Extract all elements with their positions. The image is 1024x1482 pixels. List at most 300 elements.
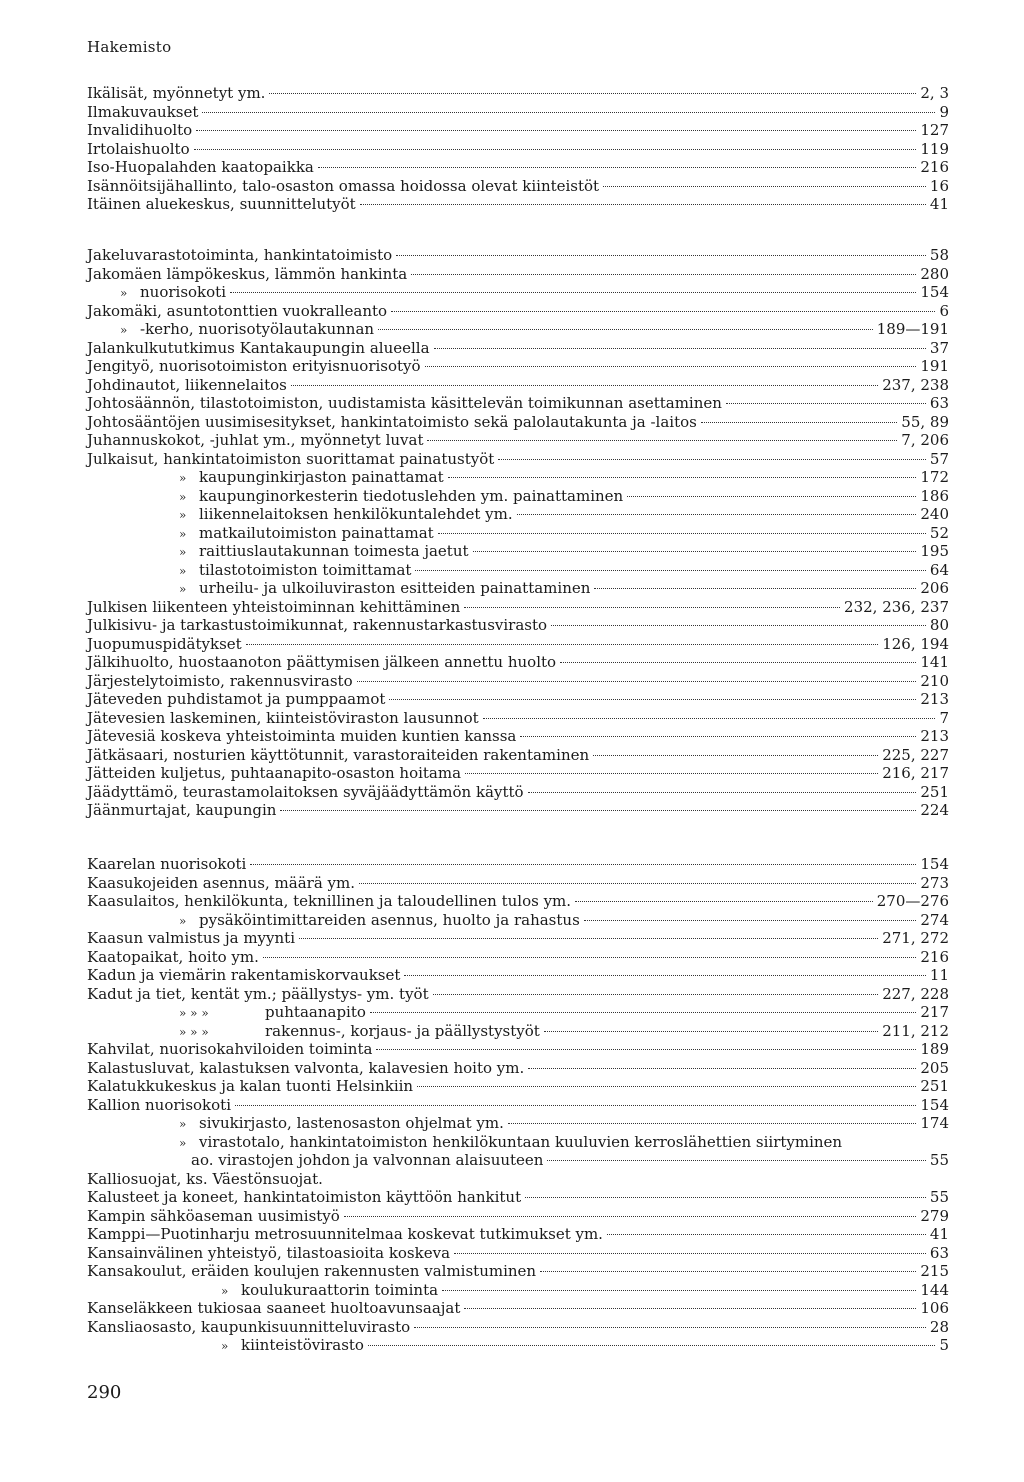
entry-pages: 251 (920, 1077, 949, 1095)
entry-label (87, 121, 192, 140)
index-entry (87, 376, 949, 395)
entry-label (87, 450, 494, 469)
entry-text: Jälkihuolto, huostaanoton päättymisen jälkeen annettu huolto (87, 653, 557, 671)
entry-pages: 64 (929, 560, 949, 579)
entry-pages: 154 (920, 283, 949, 301)
dot-leader (357, 681, 917, 682)
index-entry (87, 357, 949, 376)
page-number: 290 (87, 1382, 122, 1403)
entry-pages: 7, 206 (901, 431, 949, 449)
index-entry (87, 764, 949, 783)
entry-text: puhtaanapito (265, 1003, 366, 1021)
entry-pages: 213 (920, 727, 949, 745)
entry-text: Johtosäännön, tilastotoimiston, uudistamista käsittelevän toimikunnan asettaminen (87, 394, 722, 412)
dot-leader (202, 112, 935, 113)
dot-leader (427, 440, 897, 441)
entry-text: Kalusteet ja koneet, hankintatoimiston käyttöön hankitut (87, 1188, 522, 1206)
index-entry (87, 948, 949, 967)
entry-pages: 28 (929, 1317, 949, 1336)
entry-pages: 216 (920, 947, 949, 966)
dot-leader (726, 403, 926, 404)
entry-label (87, 598, 460, 617)
index-entry (87, 431, 949, 450)
index-entry (87, 1133, 949, 1152)
entry-text: Iso-Huopalahden kaatopaikka (87, 158, 314, 176)
entry-pages: 274 (920, 910, 949, 929)
entry-text: Kaasun valmistus ja myynti (87, 929, 295, 947)
entry-label (87, 265, 407, 284)
index-entry (87, 394, 949, 413)
entry-label (87, 892, 571, 911)
entry-pages: 57 (929, 449, 949, 468)
entry-text: Kamppi—Puotinharju metrosuunnitelmaa koskevat tutkimukset ym. (87, 1225, 603, 1243)
dot-leader (547, 1160, 925, 1161)
dot-leader (464, 1308, 916, 1309)
dot-leader (454, 1253, 926, 1254)
entry-text: Kanseläkkeen tukiosaa saaneet huoltoavunsaajat (87, 1299, 461, 1317)
index-entry (87, 1318, 949, 1337)
entry-text: Jätkäsaari, nosturien käyttötunnit, varastoraiteiden rakentaminen (87, 745, 590, 764)
index-entry (87, 690, 949, 709)
entry-pages: 215 (920, 1262, 949, 1280)
entry-label (87, 948, 259, 967)
entry-text: urheilu- ja ulkoiluviraston esitteiden painattaminen (199, 579, 591, 597)
entry-pages: 251 (920, 782, 949, 801)
dot-leader (411, 274, 916, 275)
dot-leader (525, 1197, 926, 1198)
entry-label (179, 1133, 842, 1153)
entry-text: Kaasulaitos, henkilökunta, teknillinen ja taloudellinen tulos ym. (87, 892, 572, 910)
entry-label (120, 283, 226, 303)
index-entry (87, 524, 949, 543)
index-entry (87, 855, 949, 874)
entry-text: Itäinen aluekeskus, suunnittelutyöt (87, 195, 356, 213)
entry-label (87, 985, 429, 1004)
entry-label (87, 1096, 231, 1115)
index-entry (87, 746, 949, 765)
entry-label (87, 1244, 450, 1263)
entry-pages: 127 (920, 121, 949, 139)
entry-pages: 225, 227 (882, 745, 949, 764)
entry-pages: 237, 238 (882, 375, 949, 394)
ditto-mark: » (120, 323, 128, 337)
dot-leader (235, 1105, 916, 1106)
index-entry (87, 413, 949, 432)
ditto-mark: » (179, 1117, 187, 1131)
entry-pages: 240 (920, 505, 949, 523)
entry-text: rakennus-, korjaus- ja päällystystyöt (265, 1021, 540, 1040)
entry-pages: 224 (920, 801, 949, 819)
index-entry (87, 450, 949, 469)
entry-pages: 7 (939, 708, 949, 727)
dot-leader (498, 459, 926, 460)
entry-text: virastotalo, hankintatoimiston henkilökuntaan kuuluvien kerroslähettien siirtyminen (199, 1132, 843, 1151)
index-entry (87, 1225, 949, 1244)
entry-label (87, 431, 423, 450)
dot-leader (575, 901, 873, 902)
dot-leader (396, 255, 926, 256)
entry-label (87, 140, 190, 159)
dot-leader (230, 292, 916, 293)
index-entry (87, 103, 949, 122)
entry-label (179, 524, 434, 544)
index-entry (87, 929, 949, 948)
entry-pages: 16 (929, 176, 949, 195)
entry-text: Jakomäen lämpökeskus, lämmön hankinta (87, 264, 408, 283)
index-section-j (87, 246, 949, 820)
entry-pages: 63 (929, 394, 949, 412)
entry-label (87, 302, 387, 321)
index-section-i (87, 84, 949, 214)
entry-text: Kansainvälinen yhteistyö, tilastoasioita koskeva (87, 1243, 451, 1262)
entry-text: Isännöitsijähallinto, talo-osaston omassa hoidossa olevat kiinteistöt (87, 176, 600, 195)
entry-pages: 174 (920, 1114, 949, 1132)
index-entry (87, 1207, 949, 1226)
index-entry (87, 195, 949, 214)
index-entry (87, 1188, 949, 1207)
entry-pages: 55, 89 (901, 412, 949, 431)
entry-text: Kaasukojeiden asennus, määrä ym. (87, 873, 355, 892)
dot-leader (344, 1216, 917, 1217)
index-entry (87, 1096, 949, 1115)
entry-pages: 195 (920, 542, 949, 560)
index-entry (87, 892, 949, 911)
index-entry (87, 505, 949, 524)
entry-pages: 211, 212 (882, 1021, 949, 1040)
entry-label (179, 542, 469, 562)
index-entry (87, 1114, 949, 1133)
entry-pages: 80 (929, 616, 949, 634)
entry-text: nuorisokoti (140, 283, 226, 301)
dot-leader (280, 810, 916, 811)
index-entry (87, 709, 949, 728)
entry-text: Johdinautot, liikennelaitos (87, 375, 287, 394)
index-entry (87, 653, 949, 672)
dot-leader (291, 385, 878, 386)
index-entry (87, 598, 949, 617)
entry-text: Jäädyttämö, teurastamolaitoksen syväjäädyttämön käyttö (87, 782, 524, 801)
entry-text: ao. virastojen johdon ja valvonnan alaisuuteen (191, 1151, 544, 1169)
entry-text: Jakeluvarastotoiminta, hankintatoimisto (87, 246, 393, 264)
dot-leader (359, 883, 916, 884)
entry-pages: 37 (929, 338, 949, 357)
dot-leader (360, 204, 926, 205)
ditto-mark: » (179, 545, 187, 559)
dot-leader (434, 348, 926, 349)
ditto-mark: » (221, 1339, 229, 1353)
entry-label (87, 616, 547, 635)
entry-label (87, 783, 524, 802)
entry-label (87, 966, 400, 985)
dot-leader (425, 366, 917, 367)
index-entry (87, 1077, 949, 1096)
entry-text: matkailutoimiston painattamat (199, 523, 434, 542)
dot-leader (594, 588, 916, 589)
dot-leader (540, 1271, 916, 1272)
entry-pages: 52 (929, 523, 949, 542)
dot-leader (701, 422, 897, 423)
entry-text: liikennelaitoksen henkilökuntalehdet ym. (199, 505, 513, 523)
dot-leader (376, 1049, 916, 1050)
entry-text: Järjestelytoimisto, rakennusvirasto (87, 671, 353, 690)
index-entry (87, 302, 949, 321)
entry-label (87, 1299, 460, 1318)
entry-label (87, 1170, 323, 1189)
index-entry (87, 616, 949, 635)
dot-leader (250, 864, 916, 865)
entry-pages: 189—191 (876, 320, 949, 338)
page-header: Hakemisto (87, 38, 172, 56)
entry-pages: 126, 194 (882, 634, 949, 653)
entry-pages: 189 (920, 1040, 949, 1058)
entry-text: Jätevesien laskeminen, kiinteistöviraston lausunnot (87, 708, 479, 727)
ditto-mark: » (179, 508, 187, 522)
entry-label (179, 1022, 540, 1042)
dot-leader (448, 477, 917, 478)
dot-leader (508, 1123, 916, 1124)
index-entry (87, 283, 949, 302)
entry-pages: 5 (939, 1336, 949, 1354)
entry-label (179, 505, 513, 525)
entry-pages: 119 (920, 139, 949, 158)
entry-label (87, 1262, 536, 1281)
dot-leader (433, 994, 879, 995)
dot-leader (520, 736, 916, 737)
entry-text: Jätevesiä koskeva yhteistoiminta muiden kuntien kanssa (87, 727, 517, 745)
dot-leader (544, 1031, 878, 1032)
entry-pages: 2, 3 (920, 84, 949, 102)
dot-leader (389, 699, 916, 700)
index-entry (87, 1336, 949, 1355)
ditto-mark: » (179, 471, 187, 485)
index-entry (87, 177, 949, 196)
entry-label (179, 1003, 366, 1023)
entry-label (87, 195, 356, 214)
index-entry (87, 1003, 949, 1022)
entry-label (120, 320, 374, 340)
entry-label (87, 376, 287, 395)
entry-label (191, 1151, 543, 1170)
entry-label (179, 561, 411, 581)
entry-pages: 210 (920, 671, 949, 690)
entry-pages: 227, 228 (882, 984, 949, 1003)
entry-label (179, 468, 444, 488)
entry-pages: 41 (929, 195, 949, 213)
index-entry (87, 158, 949, 177)
entry-label (87, 1059, 524, 1078)
entry-label (179, 487, 623, 507)
entry-text: tilastotoimiston toimittamat (199, 560, 412, 579)
entry-text: Kalastusluvat, kalastuksen valvonta, kalavesien hoito ym. (87, 1058, 525, 1077)
entry-text: Julkisivu- ja tarkastustoimikunnat, rakennustarkastusvirasto (87, 616, 548, 634)
index-entry (87, 1244, 949, 1263)
entry-label (87, 746, 589, 765)
index-entry (87, 320, 949, 339)
dot-leader (391, 311, 935, 312)
dot-leader (438, 533, 926, 534)
entry-pages: 186 (920, 486, 949, 505)
entry-text: Jengityö, nuorisotoimiston erityisnuorisotyö (87, 357, 421, 375)
entry-pages: 217 (920, 1003, 949, 1021)
index-entry (87, 635, 949, 654)
index-entry (87, 1059, 949, 1078)
index-entry (87, 579, 949, 598)
entry-text: Kadut ja tiet, kentät ym.; päällystys- ym. työt (87, 984, 429, 1003)
entry-label (87, 929, 295, 948)
index-entry (87, 727, 949, 746)
dot-leader (442, 1290, 916, 1291)
entry-pages: 280 (920, 264, 949, 283)
dot-leader (246, 644, 879, 645)
entry-label (221, 1281, 438, 1301)
index-entry (87, 246, 949, 265)
index-entry (87, 1262, 949, 1281)
entry-text: Kansakoulut, eräiden koulujen rakennusten valmistuminen (87, 1262, 537, 1280)
dot-leader (263, 957, 916, 958)
index-entry (87, 140, 949, 159)
entry-label (87, 1188, 521, 1207)
entry-pages: 191 (920, 357, 949, 375)
entry-text: Julkaisut, hankintatoimiston suorittamat painatustyöt (87, 449, 495, 468)
ditto-mark: » (120, 286, 128, 300)
entry-label (87, 709, 479, 728)
ditto-mark: » » » (179, 1006, 209, 1020)
index-entry (87, 801, 949, 820)
dot-leader (465, 773, 878, 774)
entry-label (87, 339, 430, 358)
entry-text: Ikälisät, myönnetyt ym. (87, 84, 266, 102)
ditto-mark: » (179, 526, 187, 541)
index-entry (87, 487, 949, 506)
entry-text: Jäteveden puhdistamot ja pumppaamot (87, 690, 386, 708)
entry-pages: 213 (920, 690, 949, 708)
entry-label (87, 103, 198, 122)
entry-label (87, 246, 392, 265)
entry-pages: 279 (920, 1206, 949, 1225)
dot-leader (404, 975, 926, 976)
entry-text: Kaarelan nuorisokoti (87, 855, 247, 873)
index-entry (87, 911, 949, 930)
dot-leader (414, 1327, 926, 1328)
index-entry (87, 339, 949, 358)
index-entry (87, 1170, 949, 1189)
entry-text: Jalankulkututkimus Kantakaupungin alueella (87, 338, 430, 357)
entry-text: sivukirjasto, lastenosaston ohjelmat ym. (199, 1114, 504, 1132)
dot-leader (560, 662, 916, 663)
entry-text: Kahvilat, nuorisokahviloiden toiminta (87, 1040, 373, 1058)
index-entry (87, 985, 949, 1004)
dot-leader (584, 920, 917, 921)
index-entry (87, 1040, 949, 1059)
entry-label (87, 801, 276, 820)
entry-text: Kadun ja viemärin rakentamiskorvaukset (87, 966, 401, 984)
index-entry (87, 672, 949, 691)
entry-label (87, 635, 242, 654)
entry-text: kaupunginorkesterin tiedotuslehden ym. painattaminen (199, 486, 624, 505)
entry-pages: 205 (920, 1058, 949, 1077)
dot-leader (603, 186, 926, 187)
entry-label (87, 158, 314, 177)
entry-text: -kerho, nuorisotyölautakunnan (140, 320, 375, 338)
dot-leader (627, 496, 916, 497)
entry-text: pysäköintimittareiden asennus, huolto ja rahastus (199, 910, 580, 929)
index-entry (87, 468, 949, 487)
entry-label (87, 1318, 410, 1337)
entry-pages: 172 (920, 468, 949, 486)
entry-label (87, 874, 355, 893)
index-entry (87, 121, 949, 140)
ditto-mark: » (179, 913, 187, 928)
entry-text: Invalidihuolto (87, 121, 193, 139)
entry-text: Julkisen liikenteen yhteistoiminnan kehittäminen (87, 597, 461, 616)
dot-leader (607, 1234, 926, 1235)
dot-leader (318, 167, 917, 168)
entry-pages: 154 (920, 855, 949, 873)
entry-label (87, 1040, 372, 1059)
index-entry (87, 874, 949, 893)
index-entry (87, 265, 949, 284)
dot-leader (196, 130, 916, 131)
entry-pages: 9 (939, 102, 949, 121)
index-entry (87, 783, 949, 802)
entry-pages: 41 (929, 1225, 949, 1243)
ditto-mark: » (179, 563, 187, 578)
entry-text: Johtosääntöjen uusimisesitykset, hankintatoimisto sekä palolautakunta ja -laitos (87, 412, 697, 431)
index-section-k (87, 855, 949, 1355)
entry-label (87, 672, 353, 691)
entry-text: Kalatukkukeskus ja kalan tuonti Helsinkiin (87, 1077, 414, 1095)
entry-text: Kalliosuojat, ks. Väestönsuojat. (87, 1169, 323, 1188)
entry-label (87, 855, 246, 874)
entry-label (221, 1336, 364, 1356)
ditto-mark: » (179, 582, 187, 596)
entry-label (87, 727, 516, 746)
dot-leader (528, 792, 917, 793)
entry-label (179, 1114, 504, 1134)
dot-leader (593, 755, 878, 756)
entry-pages: 273 (920, 873, 949, 892)
entry-text: Jakomäki, asuntotonttien vuokralleanto (87, 301, 388, 320)
dot-leader (368, 1345, 936, 1346)
dot-leader (299, 938, 878, 939)
dot-leader (551, 625, 926, 626)
index-entry (87, 966, 949, 985)
ditto-mark: » (221, 1283, 229, 1298)
entry-pages: 63 (929, 1243, 949, 1262)
dot-leader (269, 93, 916, 94)
entry-pages: 206 (920, 579, 949, 597)
dot-leader (483, 718, 936, 719)
dot-leader (473, 551, 917, 552)
entry-pages: 270—276 (876, 892, 949, 910)
dot-leader (370, 1012, 916, 1013)
entry-text: koulukuraattorin toiminta (241, 1280, 439, 1299)
entry-text: kaupunginkirjaston painattamat (199, 468, 444, 486)
entry-pages: 58 (929, 246, 949, 264)
dot-leader (464, 607, 840, 608)
entry-pages: 232, 236, 237 (844, 597, 949, 616)
ditto-mark: » (179, 1135, 187, 1150)
entry-text: raittiuslautakunnan toimesta jaetut (199, 542, 469, 560)
ditto-mark: » (179, 489, 187, 504)
dot-leader (194, 149, 917, 150)
entry-label (87, 690, 385, 709)
entry-pages: 55 (929, 1151, 949, 1169)
entry-text: Kampin sähköaseman uusimistyö (87, 1206, 340, 1225)
entry-label (87, 653, 556, 672)
entry-pages: 11 (929, 966, 949, 984)
entry-label (87, 1225, 603, 1244)
